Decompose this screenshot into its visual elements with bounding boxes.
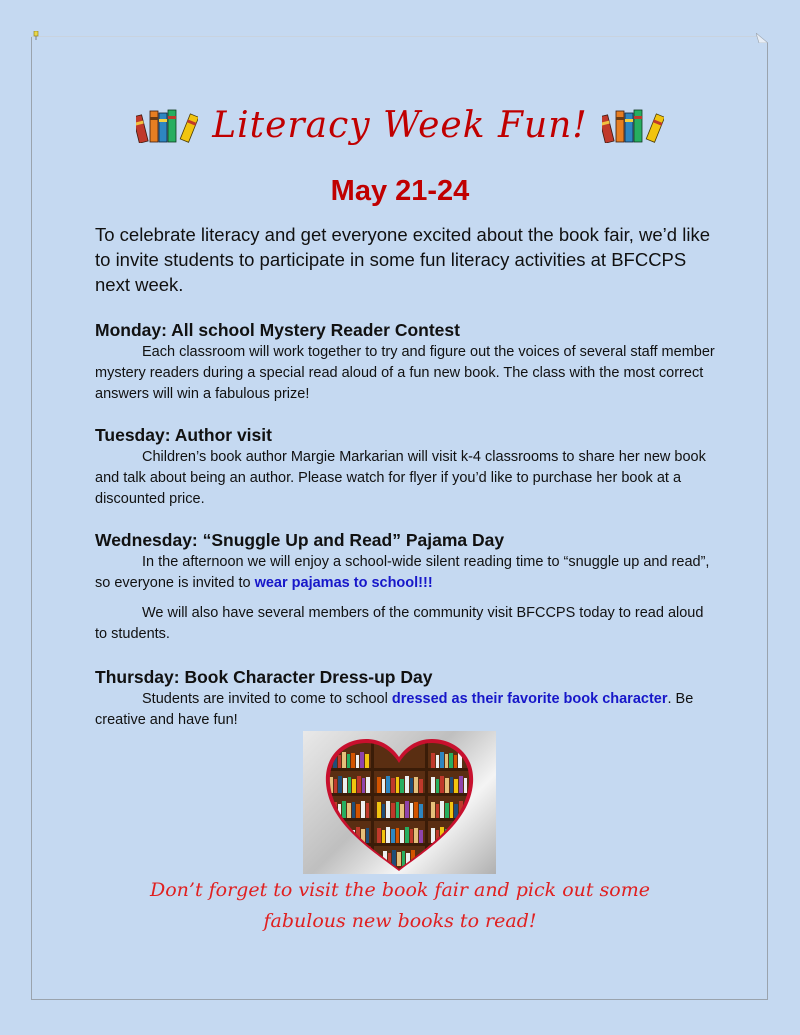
page-curl-icon: [756, 33, 768, 43]
monday-heading: Monday: All school Mystery Reader Contest: [95, 320, 460, 340]
books-icon: [136, 107, 198, 143]
thursday-body: [95, 689, 715, 731]
wednesday-body: [95, 552, 715, 594]
closing-message: [60, 875, 740, 937]
tuesday-heading: Tuesday: Author visit: [95, 425, 272, 445]
wednesday-section: [95, 528, 715, 594]
wednesday-heading: Wednesday: “Snuggle Up and Read” Pajama Day: [95, 530, 505, 550]
books-icon: [602, 107, 664, 143]
pin-icon: [33, 31, 39, 40]
heart-bookshelf-image: [303, 731, 496, 874]
page-title: Literacy Week Fun!: [212, 104, 588, 146]
costume-highlight: dressed as their favorite book character: [391, 691, 668, 707]
thursday-heading: Thursday: Book Character Dress-up Day: [95, 667, 433, 687]
wednesday-body-text: In the afternoon we will enjoy a school-wide silent reading time to “snuggle up and read”, so everyone is invited to: [95, 554, 710, 591]
thursday-body-end: . Be creative and have fun!: [95, 691, 694, 728]
intro-paragraph: To celebrate literacy and get everyone excited about the book fair, we’d like to invite students to participate in some fun literacy activities at BFCCPS next week.: [95, 224, 710, 295]
monday-body: Each classroom will work together to try and figure out the voices of several staff member mystery readers during a special read aloud of a fun new book. The class with the most correct answers will win a fabulous prize!: [95, 344, 715, 402]
monday-section: [95, 318, 715, 405]
thursday-body-text: Students are invited to come to school: [142, 691, 392, 707]
tuesday-body: Children’s book author Margie Markarian will visit k-4 classrooms to share her new book and talk about being an author. Please watch for flyer if you’d like to purchase her book at a discounted price.: [95, 449, 706, 507]
flyer-content: [95, 222, 715, 728]
wednesday-section-2: [95, 603, 715, 645]
wednesday-body-2: We will also have several members of the community visit BFCCPS today to read aloud to students.: [95, 605, 704, 642]
closing-line-1: Don’t forget to visit the book fair and pick out some: [150, 879, 650, 901]
closing-line-2: fabulous new books to read!: [263, 910, 537, 932]
event-dates: May 21-24: [330, 175, 470, 207]
tuesday-section: [95, 423, 715, 510]
thursday-section: [95, 665, 715, 731]
pajamas-highlight: wear pajamas to school!!!: [254, 575, 433, 591]
heart-bookshelf-icon: [303, 731, 496, 874]
